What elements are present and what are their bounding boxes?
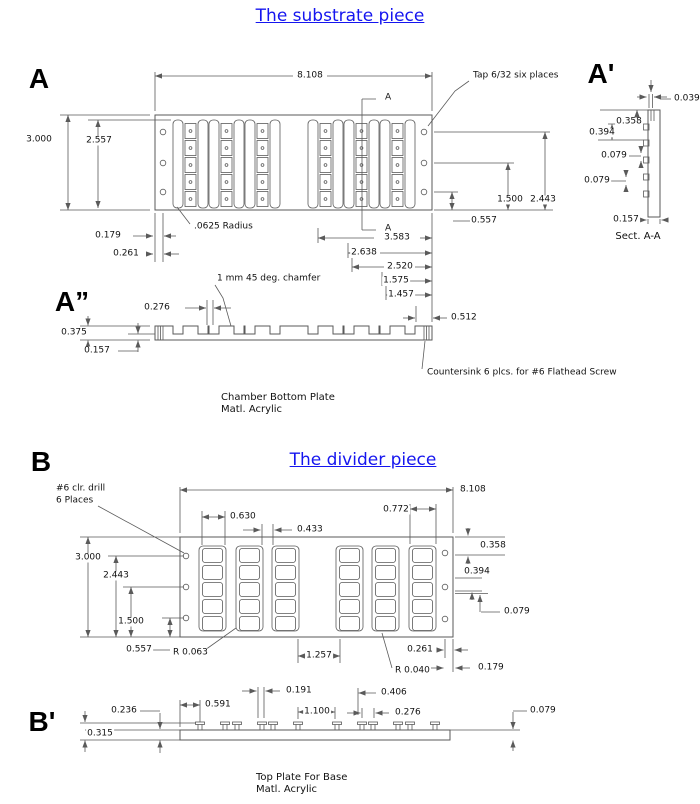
dim-b-col-gap: 0.433 [297, 524, 323, 535]
dim-b-hole-bottom: 0.557 [126, 644, 152, 655]
substrate-title-link[interactable]: The substrate piece [255, 6, 425, 26]
dim-b-right-2: 0.394 [464, 566, 490, 577]
dim-bp-t3: 1.100 [304, 706, 330, 717]
dim-bp-body: 0.236 [111, 705, 137, 716]
dim-b-hole-mid: 1.500 [118, 616, 144, 627]
dim-a-chain-5: 1.457 [388, 289, 414, 300]
note-radius: .0625 Radius [194, 221, 253, 232]
dim-b-right-3: 0.079 [504, 606, 530, 617]
dim-sect-d3: 0.079 [601, 150, 627, 161]
dim-a-hole-top: 2.443 [530, 194, 556, 205]
dim-b-right-1: 0.358 [480, 540, 506, 551]
substrate-caption-line1: Chamber Bottom Plate [221, 392, 335, 403]
note-drill-line2: 6 Places [56, 495, 94, 506]
note-radius-2: R 0.040 [395, 665, 430, 676]
dim-sect-d2: 0.394 [589, 127, 615, 138]
view-label-a: A [28, 63, 50, 94]
dim-bp-fin-height: 0.079 [530, 705, 556, 716]
note-tap: Tap 6/32 six places [473, 70, 559, 81]
substrate-plan-drawing [60, 72, 553, 326]
dim-a-chain-6: 0.512 [451, 312, 477, 323]
view-label-b: B [30, 446, 52, 477]
dim-sect-d1: 0.358 [616, 116, 642, 127]
dim-a-width: 8.108 [297, 70, 323, 81]
divider-title-link[interactable]: The divider piece [289, 450, 437, 470]
dim-b-center-gap: 1.257 [306, 650, 332, 661]
dim-a-chain-3: 2.520 [387, 261, 413, 272]
divider-caption-line1: Top Plate For Base [256, 772, 348, 783]
dim-bp-t5: 0.276 [395, 707, 421, 718]
note-countersink: Countersink 6 plcs. for #6 Flathead Screw [427, 367, 617, 378]
dim-bp-t4: 0.406 [381, 687, 407, 698]
dim-a-chain-4: 1.575 [383, 275, 409, 286]
substrate-caption-line2: Matl. Acrylic [221, 404, 283, 415]
dim-bp-t1: 0.591 [205, 699, 231, 710]
dim-a-height: 3.000 [26, 134, 52, 145]
dim-bp-t2: 0.191 [286, 685, 312, 696]
divider-caption-line2: Matl. Acrylic [256, 784, 318, 795]
note-chamfer: 1 mm 45 deg. chamfer [217, 273, 321, 284]
view-label-b-prime: B' [28, 706, 56, 737]
section-aa-caption: Sect. A-A [615, 231, 661, 242]
dim-b-width: 8.108 [460, 484, 486, 495]
dim-a-pocket-height: 2.557 [86, 135, 112, 146]
dim-b-hole-top: 2.443 [103, 570, 129, 581]
dim-sect-wall-top: 0.039 [674, 93, 700, 104]
divider-profile-drawing [80, 687, 527, 753]
dim-a-groove-width: 0.276 [144, 302, 170, 313]
dim-a-edge-offset-2: 0.261 [113, 248, 139, 259]
dim-b-col-width: 0.630 [230, 511, 256, 522]
note-drill-line1: #6 clr. drill [56, 483, 106, 494]
dim-b-edge-offset-2: 0.179 [478, 662, 504, 673]
dim-b-height: 3.000 [75, 552, 101, 563]
dim-a-floor: 0.157 [84, 345, 110, 356]
dim-sect-d5: 0.157 [613, 214, 639, 225]
dim-bp-total-height: 0.315 [87, 728, 113, 739]
dim-sect-d4: 0.079 [584, 175, 610, 186]
dim-a-chain-1: 3.583 [384, 232, 410, 243]
dim-a-edge-offset-1: 0.179 [95, 230, 121, 241]
substrate-profile-drawing [80, 313, 432, 369]
dim-a-thickness: 0.375 [61, 327, 87, 338]
dim-a-hole-bottom: 0.557 [471, 215, 497, 226]
dim-b-col6-width: 0.772 [383, 504, 409, 515]
note-radius-1: R 0.063 [173, 647, 208, 658]
section-marker-bottom: A [385, 223, 392, 234]
view-label-a-double-prime: A” [54, 286, 90, 317]
dim-a-hole-mid: 1.500 [497, 194, 523, 205]
section-marker-top: A [385, 92, 392, 103]
dim-b-edge-offset-1: 0.261 [407, 644, 433, 655]
dim-a-chain-2: 2.638 [351, 247, 377, 258]
view-label-a-prime: A' [587, 58, 615, 89]
